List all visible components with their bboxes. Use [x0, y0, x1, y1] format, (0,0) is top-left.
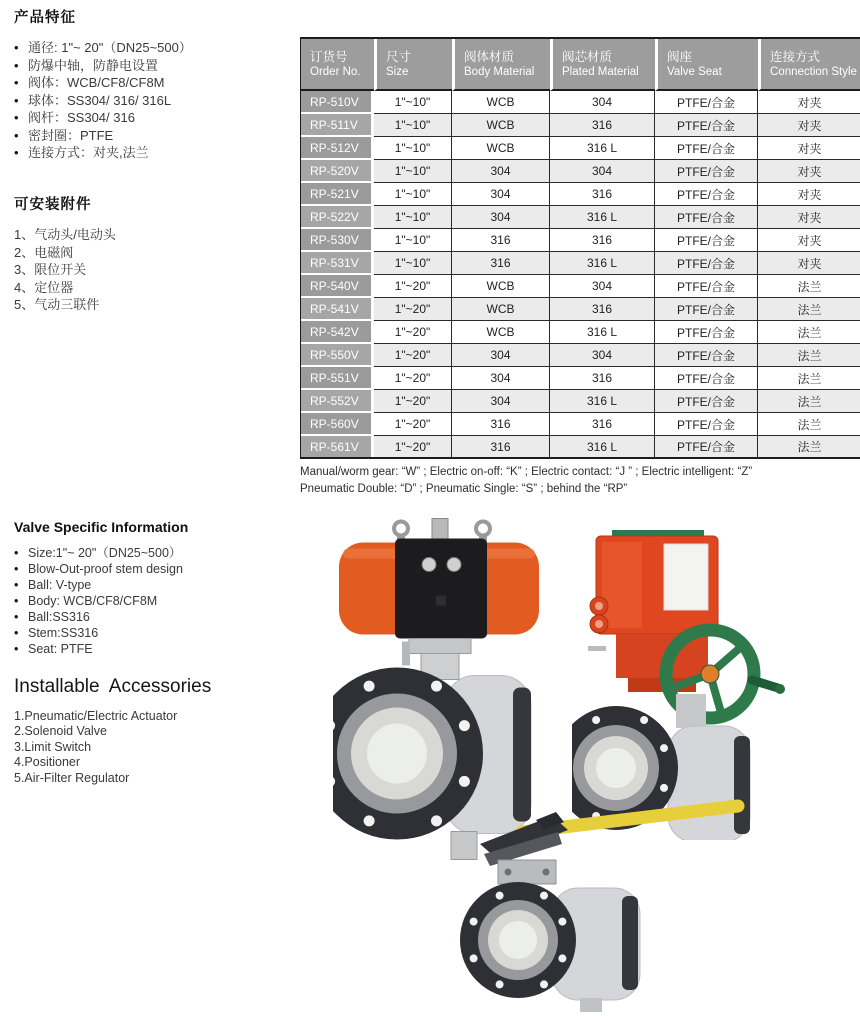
- cell-valve-seat: PTFE/合金: [655, 413, 758, 436]
- column-header-en: Plated Material: [562, 65, 639, 78]
- cell-order-no: RP-551V: [301, 367, 374, 390]
- cell-order-no: RP-542V: [301, 321, 374, 344]
- section-installable-accessories-en: [14, 676, 299, 786]
- column-header: [655, 39, 758, 91]
- list-item: 2.Solenoid Valve: [14, 724, 107, 739]
- column-header: [301, 39, 374, 91]
- cell-order-no: RP-561V: [301, 436, 374, 457]
- order-table-header: [301, 39, 860, 91]
- cell-order-no: RP-552V: [301, 390, 374, 413]
- table-row: [301, 114, 860, 137]
- cell-valve-seat: PTFE/合金: [655, 367, 758, 390]
- cell-valve-seat: PTFE/合金: [655, 229, 758, 252]
- cell-plated-material: 316: [550, 367, 655, 390]
- list-item: 4、定位器: [14, 279, 74, 295]
- installable-accessories-zh-list: [14, 226, 299, 314]
- cell-order-no: RP-560V: [301, 413, 374, 436]
- list-item: • Body: WCB/CF8/CF8M: [14, 593, 299, 609]
- cell-body-material: 316: [452, 252, 550, 275]
- cell-body-material: WCB: [452, 137, 550, 160]
- cell-body-material: WCB: [452, 91, 550, 114]
- manual-lever-valve-image: [452, 788, 752, 1016]
- list-item: 5.Air-Filter Regulator: [14, 770, 130, 785]
- list-item: • Ball:SS316: [14, 609, 299, 625]
- cell-size: 1"~10": [374, 252, 452, 275]
- list-item: • 连接方式：对夹,法兰: [14, 144, 299, 162]
- list-item: • Size:1"~ 20"（DN25~500）: [14, 545, 299, 561]
- list-item: 1、气动头/电动头: [14, 227, 116, 242]
- cell-connection-style: 对夹: [758, 137, 860, 160]
- cell-valve-seat: PTFE/合金: [655, 252, 758, 275]
- cell-order-no: RP-512V: [301, 137, 374, 160]
- cell-valve-seat: PTFE/合金: [655, 344, 758, 367]
- cell-body-material: WCB: [452, 114, 550, 137]
- cell-plated-material: 316: [550, 229, 655, 252]
- ordering-note-line: Manual/worm gear: “W” ; Electric on-off: “K” ; Electric contact: “J ” ; Electric intelligent: “Z”: [300, 466, 753, 478]
- cell-plated-material: 304: [550, 91, 655, 114]
- list-item: • 阀体：WCB/CF8/CF8M: [14, 74, 299, 92]
- cell-size: 1"~20": [374, 275, 452, 298]
- product-features-title: 产品特征: [14, 10, 76, 26]
- cell-size: 1"~20": [374, 298, 452, 321]
- valve-specific-info-list: [14, 545, 299, 657]
- column-header-zh: 订货号: [310, 49, 348, 64]
- cell-connection-style: 对夹: [758, 114, 860, 137]
- column-header-zh: 连接方式: [770, 49, 821, 64]
- cell-body-material: 304: [452, 390, 550, 413]
- column-header: [452, 39, 550, 91]
- column-header-zh: 阀座: [667, 49, 693, 64]
- cell-plated-material: 316: [550, 413, 655, 436]
- cell-plated-material: 316: [550, 114, 655, 137]
- cell-connection-style: 对夹: [758, 91, 860, 114]
- cell-body-material: WCB: [452, 298, 550, 321]
- ordering-notes: [300, 464, 860, 498]
- cell-order-no: RP-540V: [301, 275, 374, 298]
- table-row: [301, 298, 860, 321]
- cell-order-no: RP-510V: [301, 91, 374, 114]
- cell-body-material: 304: [452, 367, 550, 390]
- cell-connection-style: 法兰: [758, 344, 860, 367]
- cell-plated-material: 316 L: [550, 252, 655, 275]
- cell-body-material: 316: [452, 413, 550, 436]
- cell-valve-seat: PTFE/合金: [655, 160, 758, 183]
- installable-accessories-zh-title: 可安装附件: [14, 197, 92, 213]
- cell-body-material: 304: [452, 183, 550, 206]
- cell-body-material: 304: [452, 206, 550, 229]
- order-table-body: [301, 91, 860, 457]
- list-item: • Seat: PTFE: [14, 641, 299, 657]
- cell-connection-style: 对夹: [758, 252, 860, 275]
- order-table: [300, 37, 860, 459]
- table-row: [301, 206, 860, 229]
- lever-handle-icon: [480, 806, 738, 866]
- column-header-en: Size: [386, 65, 409, 78]
- cell-size: 1"~10": [374, 91, 452, 114]
- table-row: [301, 160, 860, 183]
- cell-valve-seat: PTFE/合金: [655, 436, 758, 457]
- column-header: [550, 39, 655, 91]
- cell-connection-style: 法兰: [758, 321, 860, 344]
- list-item: • 密封圈：PTFE: [14, 127, 299, 145]
- cell-valve-seat: PTFE/合金: [655, 390, 758, 413]
- cell-plated-material: 316: [550, 298, 655, 321]
- cell-connection-style: 法兰: [758, 367, 860, 390]
- cell-valve-seat: PTFE/合金: [655, 137, 758, 160]
- table-row: [301, 413, 860, 436]
- table-row: [301, 252, 860, 275]
- cell-body-material: 304: [452, 344, 550, 367]
- list-item: • 球体：SS304/ 316/ 316L: [14, 92, 299, 110]
- cell-body-material: 316: [452, 229, 550, 252]
- cell-order-no: RP-530V: [301, 229, 374, 252]
- manual-valve-illustration: [452, 788, 752, 1016]
- installable-accessories-en-list: [14, 709, 299, 786]
- column-header-en: Valve Seat: [667, 65, 722, 78]
- cell-plated-material: 316 L: [550, 436, 655, 457]
- cell-connection-style: 对夹: [758, 183, 860, 206]
- table-row: [301, 436, 860, 457]
- cell-connection-style: 对夹: [758, 229, 860, 252]
- list-item: 3、限位开关: [14, 262, 87, 277]
- cell-valve-seat: PTFE/合金: [655, 206, 758, 229]
- cell-size: 1"~10": [374, 183, 452, 206]
- list-item: 3.Limit Switch: [14, 739, 92, 754]
- valve-specific-info-title: Valve Specific Information: [14, 519, 189, 535]
- cell-size: 1"~10": [374, 114, 452, 137]
- cell-plated-material: 316 L: [550, 321, 655, 344]
- table-row: [301, 367, 860, 390]
- cell-connection-style: 法兰: [758, 275, 860, 298]
- cell-size: 1"~20": [374, 390, 452, 413]
- cell-order-no: RP-511V: [301, 114, 374, 137]
- section-product-features: [14, 6, 299, 162]
- table-row: [301, 183, 860, 206]
- cell-valve-seat: PTFE/合金: [655, 183, 758, 206]
- table-row: [301, 137, 860, 160]
- pneumatic-actuator: [339, 539, 539, 639]
- cell-valve-seat: PTFE/合金: [655, 321, 758, 344]
- valve-flange: [460, 882, 576, 998]
- cell-size: 1"~10": [374, 206, 452, 229]
- cell-connection-style: 对夹: [758, 206, 860, 229]
- cell-plated-material: 316: [550, 183, 655, 206]
- column-header-en: Connection Style: [770, 65, 857, 78]
- list-item: • Stem:SS316: [14, 625, 299, 641]
- cell-valve-seat: PTFE/合金: [655, 91, 758, 114]
- cell-plated-material: 304: [550, 160, 655, 183]
- table-row: [301, 344, 860, 367]
- cell-order-no: RP-522V: [301, 206, 374, 229]
- cell-connection-style: 法兰: [758, 298, 860, 321]
- cell-order-no: RP-531V: [301, 252, 374, 275]
- column-header: [374, 39, 452, 91]
- cell-connection-style: 对夹: [758, 160, 860, 183]
- column-header-zh: 阀体材质: [464, 49, 515, 64]
- table-row: [301, 275, 860, 298]
- ordering-note-line: Pneumatic Double: “D” ; Pneumatic Single: “S” ; behind the “RP”: [300, 483, 628, 495]
- cell-valve-seat: PTFE/合金: [655, 114, 758, 137]
- list-item: 5、气动三联件: [14, 297, 100, 312]
- cell-connection-style: 法兰: [758, 413, 860, 436]
- column-header-en: Order No.: [310, 65, 361, 78]
- table-row: [301, 229, 860, 252]
- cell-size: 1"~20": [374, 413, 452, 436]
- table-row: [301, 321, 860, 344]
- column-header-en: Body Material: [464, 65, 535, 78]
- list-item: 4.Positioner: [14, 755, 81, 770]
- cell-valve-seat: PTFE/合金: [655, 298, 758, 321]
- cell-plated-material: 304: [550, 344, 655, 367]
- cell-valve-seat: PTFE/合金: [655, 275, 758, 298]
- list-item: • 阀杆：SS304/ 316: [14, 109, 299, 127]
- section-valve-specific-info: [14, 519, 299, 657]
- cell-size: 1"~20": [374, 436, 452, 457]
- cell-order-no: RP-520V: [301, 160, 374, 183]
- list-item: • 通径: 1"~ 20"（DN25~500）: [14, 39, 299, 57]
- table-row: [301, 390, 860, 413]
- list-item: 2、电磁阀: [14, 244, 74, 260]
- electric-actuator: [588, 530, 718, 692]
- cell-order-no: RP-521V: [301, 183, 374, 206]
- column-header-zh: 阀芯材质: [562, 49, 613, 64]
- cell-plated-material: 316 L: [550, 390, 655, 413]
- cell-body-material: 316: [452, 436, 550, 457]
- section-order-table: [300, 37, 860, 498]
- column-header-zh: 尺寸: [386, 49, 412, 64]
- cell-body-material: WCB: [452, 275, 550, 298]
- list-item: • Blow-Out-proof stem design: [14, 561, 299, 577]
- cell-plated-material: 316 L: [550, 137, 655, 160]
- cell-body-material: 304: [452, 160, 550, 183]
- cell-connection-style: 法兰: [758, 436, 860, 457]
- section-installable-accessories-zh: [14, 193, 299, 314]
- column-header: [758, 39, 860, 91]
- cell-size: 1"~10": [374, 137, 452, 160]
- cell-size: 1"~20": [374, 344, 452, 367]
- cell-plated-material: 316 L: [550, 206, 655, 229]
- cell-connection-style: 法兰: [758, 390, 860, 413]
- cell-body-material: WCB: [452, 321, 550, 344]
- cell-size: 1"~10": [374, 160, 452, 183]
- list-item: • Ball: V-type: [14, 577, 299, 593]
- cell-order-no: RP-541V: [301, 298, 374, 321]
- cell-plated-material: 304: [550, 275, 655, 298]
- list-item: • 防爆中轴，防静电设置: [14, 57, 299, 75]
- cell-size: 1"~20": [374, 367, 452, 390]
- cell-size: 1"~20": [374, 321, 452, 344]
- cell-order-no: RP-550V: [301, 344, 374, 367]
- product-features-list: [14, 39, 299, 162]
- table-row: [301, 91, 860, 114]
- list-item: 1.Pneumatic/Electric Actuator: [14, 709, 178, 723]
- cell-size: 1"~10": [374, 229, 452, 252]
- installable-accessories-en-title: Installable Accessories: [14, 676, 212, 697]
